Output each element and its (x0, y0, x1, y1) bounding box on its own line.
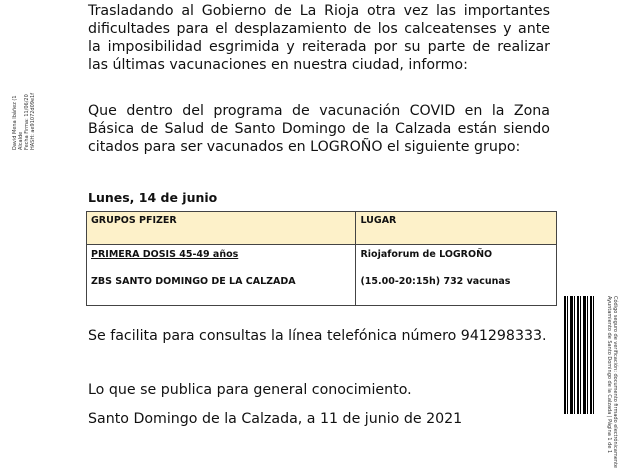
verification-sidebar (598, 296, 618, 468)
place-cell (356, 245, 557, 306)
header-place: LUGAR (356, 212, 557, 245)
signature-block (12, 40, 36, 150)
dose-group: PRIMERA DOSIS 45-49 años (91, 249, 239, 260)
group-paragraph: Que dentro del programa de vacunación COVID en la Zona Básica de Salud de Santo Domingo de la Calzada están siendo citados para ser vacunados en LOGROÑO el siguiente grupo: (88, 103, 550, 155)
intro-paragraph: Trasladando al Gobierno de La Rioja otra vez las importantes dificultades para el desplazamiento de los calceatenses y ante la imposibilidad esgrimida y reiterada por su parte de realizar las últimas vacunaciones en nuestra ciudad, informo: (88, 3, 550, 73)
signer-role: Alcalde (18, 131, 24, 150)
signer-name: David Mena Ibáñez (1 (12, 95, 18, 150)
place-date-paragraph: Santo Domingo de la Calzada, a 11 de junio de 2021 (88, 411, 463, 427)
signature-date: Fecha Firma: 11/06/20 (24, 94, 30, 150)
publication-paragraph: Lo que se publica para general conocimiento. (88, 382, 412, 398)
sidebar-signature (12, 40, 46, 160)
signature-hash: HASH: ae91072d09e1f (30, 93, 36, 150)
vaccination-date: Lunes, 14 de junio (88, 190, 218, 205)
verification-block (606, 296, 618, 468)
barcode (564, 296, 596, 414)
verification-line-1: Código seguro de verificación: documento firmado electrónicamente (612, 296, 618, 468)
schedule-doses: (15.00-20:15h) 732 vacunas (360, 276, 511, 287)
table-header-row (87, 212, 557, 245)
group-cell (87, 245, 356, 306)
health-zone: ZBS SANTO DOMINGO DE LA CALZADA (91, 276, 296, 287)
venue: Riojaforum de LOGROÑO (360, 249, 493, 260)
phone-paragraph: Se facilita para consultas la línea telefónica número 941298333. (88, 328, 547, 344)
vaccination-table (86, 211, 557, 306)
verification-line-2: Ayuntamiento de Santo Domingo de la Calzada | Página 1 de 1 (606, 296, 612, 454)
table-row (87, 245, 557, 306)
header-groups: GRUPOS PFIZER (87, 212, 356, 245)
